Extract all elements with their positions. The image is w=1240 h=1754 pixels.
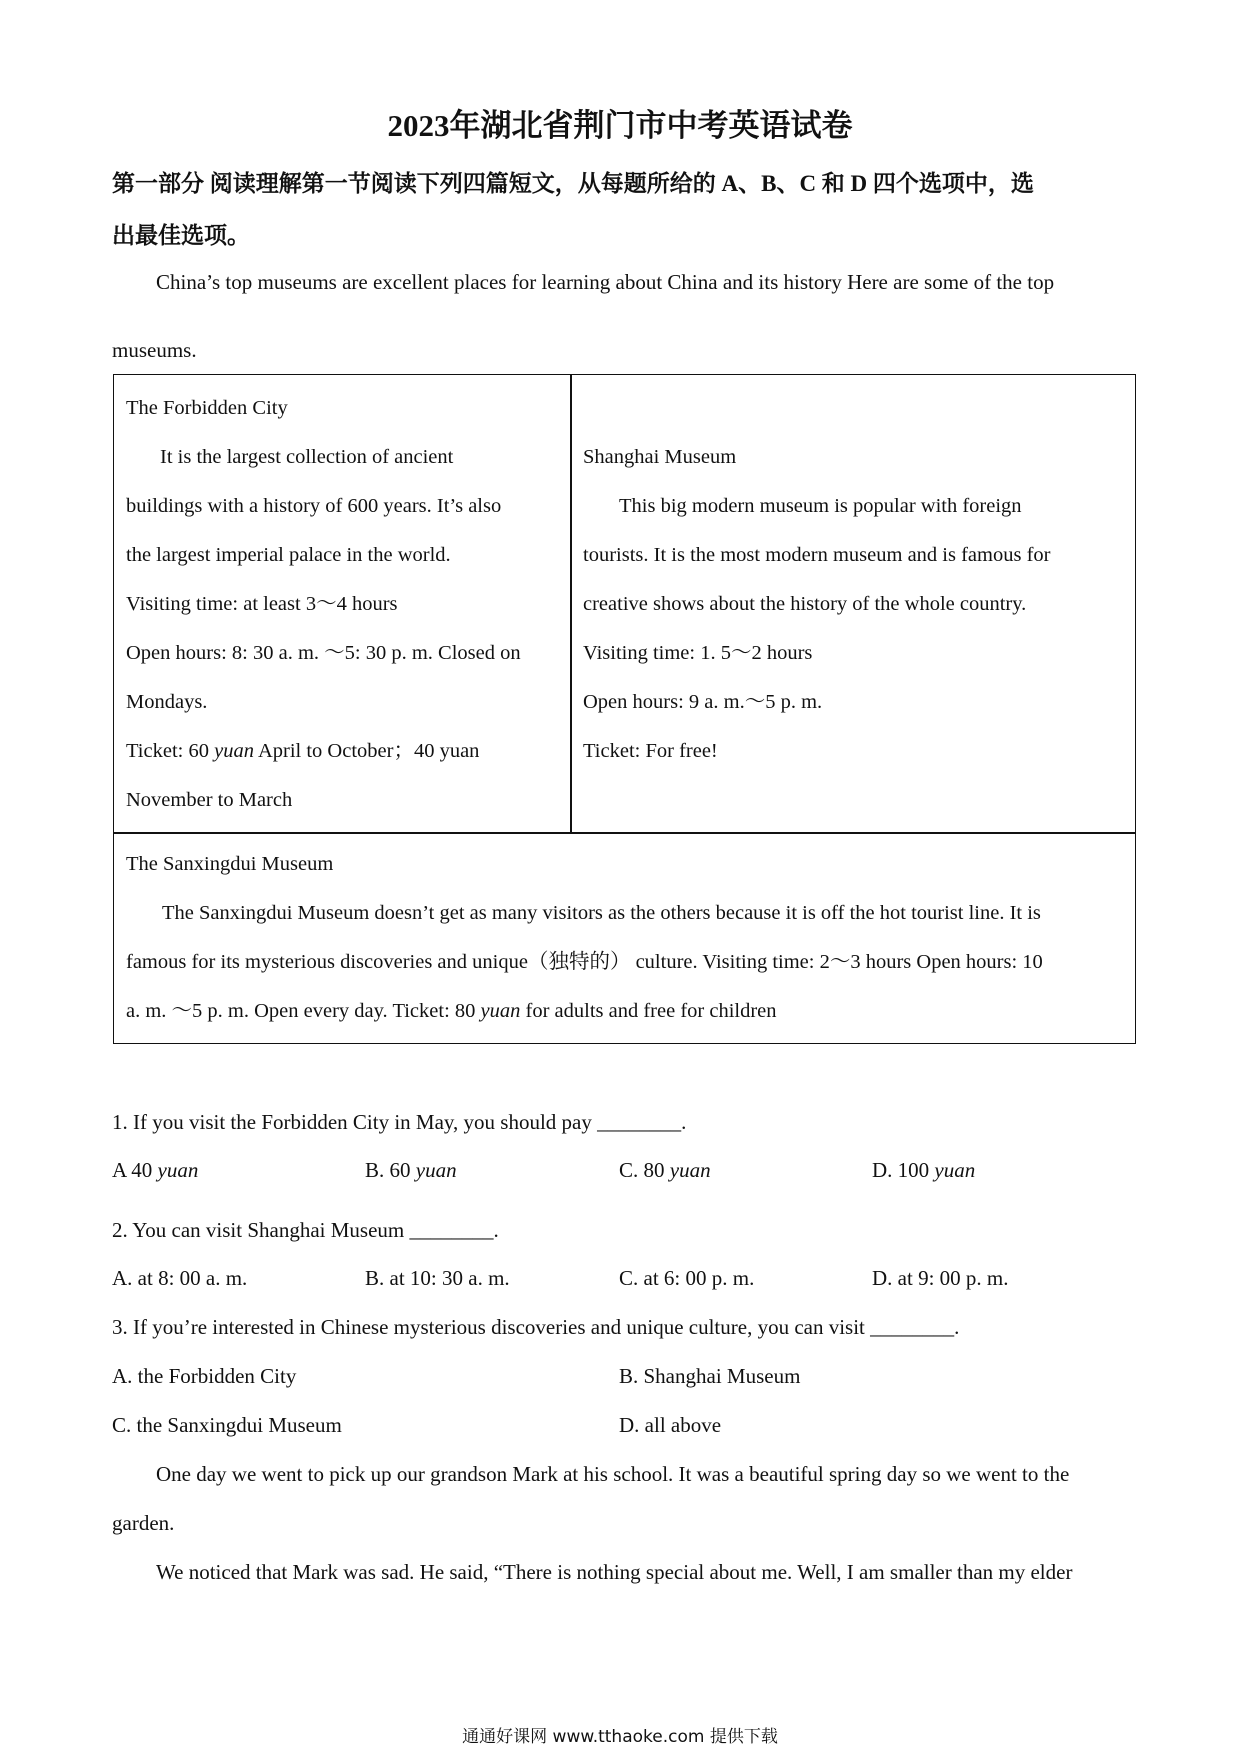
footer-watermark: 通通好课网 www.tthaoke.com 提供下载: [462, 1727, 778, 1747]
forbidden-city-desc-line: buildings with a history of 600 years. It’s also: [126, 495, 502, 517]
sanxingdui-name: The Sanxingdui Museum: [126, 853, 334, 875]
forbidden-city-desc-line: the largest imperial palace in the world.: [126, 544, 451, 566]
table-divider-horizontal: [113, 832, 1136, 834]
forbidden-city-ticket-cont: November to March: [126, 789, 293, 811]
shanghai-ticket: Ticket: For free!: [583, 740, 718, 762]
question-2-option-d: D. at 9: 00 p. m.: [872, 1266, 1009, 1290]
option-label: A 40: [112, 1158, 158, 1182]
sanxingdui-text: for adults and free for children: [520, 1000, 777, 1022]
option-unit: yuan: [415, 1158, 457, 1182]
question-2-stem: 2. You can visit Shanghai Museum ________.: [112, 1218, 499, 1242]
intro-line2: museums.: [112, 338, 197, 362]
section-heading-line2: 出最佳选项。: [112, 223, 250, 248]
sanxingdui-ticket-unit: yuan: [480, 1000, 521, 1022]
question-3-option-d: D. all above: [619, 1413, 722, 1437]
ticket-unit: yuan: [214, 740, 254, 762]
question-1-stem: 1. If you visit the Forbidden City in May, you should pay ________.: [112, 1110, 687, 1134]
option-label: C. 80: [619, 1158, 670, 1182]
passage2-line2: garden.: [112, 1511, 175, 1535]
passage2-line1: One day we went to pick up our grandson Mark at his school. It was a beautiful spring day so we went to the: [156, 1462, 1070, 1486]
forbidden-city-open-hours: Open hours: 8: 30 a. m. ～5: 30 p. m. Closed on: [126, 642, 521, 664]
table-divider-vertical: [570, 374, 572, 834]
question-2-option-c: C. at 6: 00 p. m.: [619, 1266, 755, 1290]
question-1-option-b: [365, 1156, 457, 1184]
question-1-option-c: [619, 1156, 711, 1184]
ticket-text: April to October；40 yuan: [253, 740, 480, 762]
option-label: D. 100: [872, 1158, 935, 1182]
shanghai-visiting-time: Visiting time: 1. 5～2 hours: [583, 642, 813, 664]
question-2-option-b: B. at 10: 30 a. m.: [365, 1266, 510, 1290]
question-1-option-d: [872, 1156, 975, 1184]
sanxingdui-text: a. m. ～5 p. m. Open every day. Ticket: 80: [126, 1000, 481, 1022]
option-unit: yuan: [157, 1158, 199, 1182]
forbidden-city-visiting-time: Visiting time: at least 3～4 hours: [126, 593, 398, 615]
question-3-stem: 3. If you’re interested in Chinese mysterious discoveries and unique culture, you can visit ________.: [112, 1315, 960, 1339]
shanghai-desc-line: creative shows about the history of the whole country.: [583, 593, 1027, 615]
question-1-option-a: [112, 1156, 198, 1184]
shanghai-desc-line: This big modern museum is popular with foreign: [619, 495, 1022, 517]
sanxingdui-desc-line: famous for its mysterious discoveries and unique（独特的） culture. Visiting time: 2～3 hours Open hours: 10: [126, 951, 1043, 973]
option-unit: yuan: [669, 1158, 711, 1182]
forbidden-city-ticket: [126, 737, 479, 765]
shanghai-desc-line: tourists. It is the most modern museum and is famous for: [583, 544, 1051, 566]
sanxingdui-desc-line: The Sanxingdui Museum doesn’t get as many visitors as the others because it is off the hot tourist line. It is: [162, 902, 1041, 924]
ticket-text: Ticket: 60: [126, 740, 215, 762]
question-3-option-b: B. Shanghai Museum: [619, 1364, 801, 1388]
question-2-option-a: A. at 8: 00 a. m.: [112, 1266, 248, 1290]
question-3-option-a: A. the Forbidden City: [112, 1364, 297, 1388]
forbidden-city-open-hours-cont: Mondays.: [126, 691, 208, 713]
option-label: B. 60: [365, 1158, 416, 1182]
passage2-line3: We noticed that Mark was sad. He said, “There is nothing special about me. Well, I am smaller than my elder: [156, 1560, 1073, 1584]
sanxingdui-desc-line: [126, 997, 777, 1025]
forbidden-city-desc-line: It is the largest collection of ancient: [160, 446, 454, 468]
option-unit: yuan: [934, 1158, 976, 1182]
forbidden-city-name: The Forbidden City: [126, 397, 288, 419]
shanghai-open-hours: Open hours: 9 a. m.～5 p. m.: [583, 691, 823, 713]
page-title: 2023年湖北省荆门市中考英语试卷: [387, 108, 853, 143]
shanghai-museum-name: Shanghai Museum: [583, 446, 737, 468]
intro-line1: China’s top museums are excellent places for learning about China and its history Here are some of the top: [156, 270, 1055, 294]
question-3-option-c: C. the Sanxingdui Museum: [112, 1413, 342, 1437]
section-heading-line1: 第一部分 阅读理解第一节阅读下列四篇短文，从每题所给的 A、B、C 和 D 四个选项中，选: [112, 171, 1034, 196]
